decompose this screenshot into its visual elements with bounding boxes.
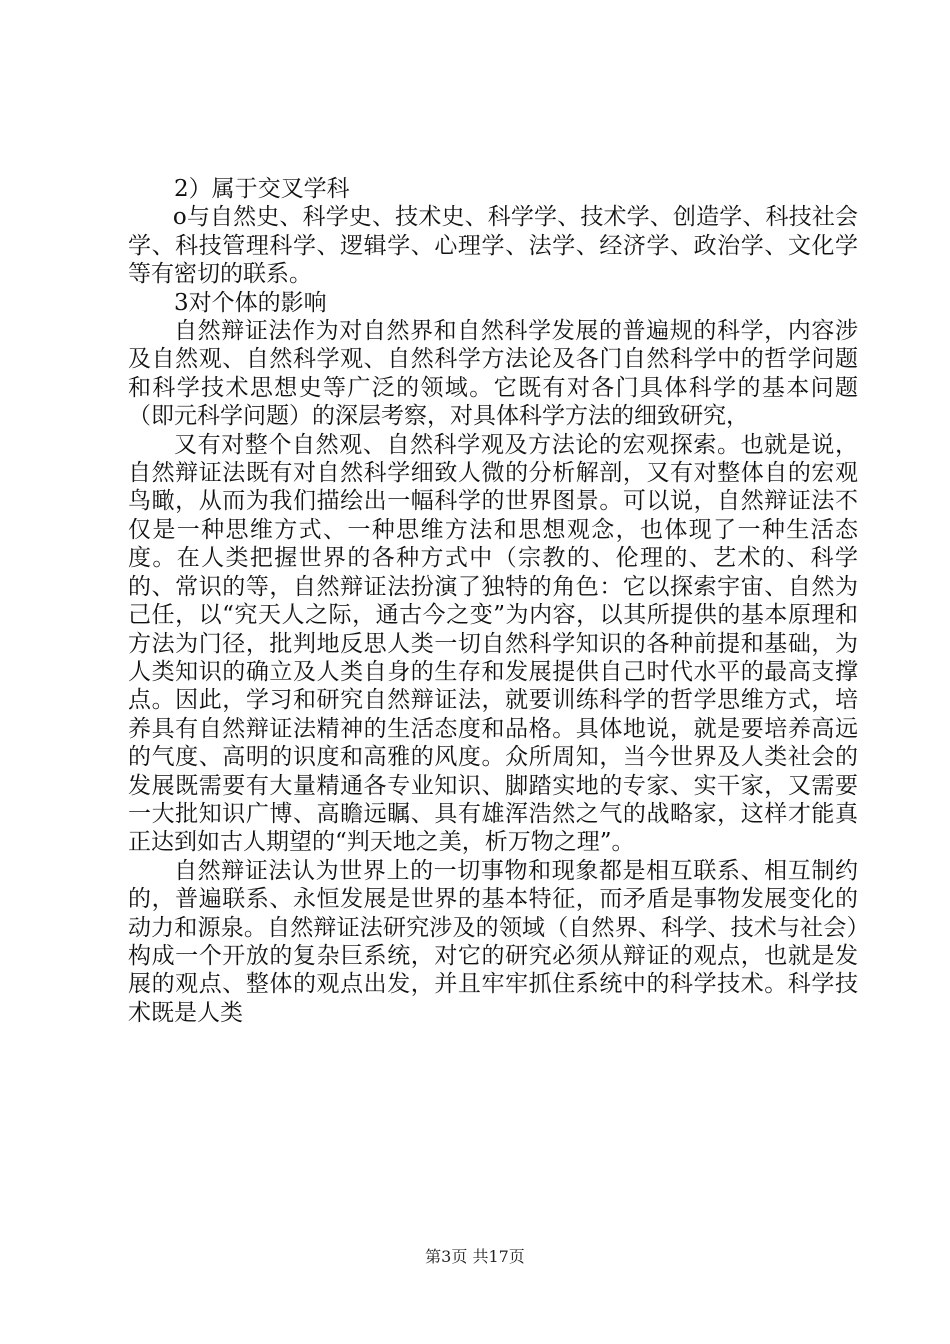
paragraph-dialectics-connection: 自然辩证法认为世界上的一切事物和现象都是相互联系、相互制约的，普遍联系、永恒发展是世界的基本特征，而矛盾是事物发展变化的动力和源泉。自然辩证法研究涉及的领域（自然界、科学、技术与社会）构成一个开放的复杂巨系统，对它的研究必须从辩证的观点，也就是发展的观点、整体的观点出发，并且牢牢抓住系统中的科学技术。科学技术既是人类 <box>128 857 858 1026</box>
document-body <box>128 175 858 1027</box>
paragraph-dialectics-macro: 又有对整个自然观、自然科学观及方法论的宏观探索。也就是说，自然辩证法既有对自然科学细致人微的分析解剖，又有对整体自的宏观鸟瞰，从而为我们描绘出一幅科学的世界图景。可以说，自然辩证法不仅是一种思维方式、一种思维方法和思想观念，也体现了一种生活态度。在人类把握世界的各种方式中（宗教的、伦理的、艺术的、科学的、常识的等，自然辩证法扮演了独特的角色：它以探索宇宙、自然为己任，以“究天人之际，通古今之变”为内容，以其所提供的基本原理和方法为门径，批判地反思人类一切自然科学知识的各种前提和基础，为人类知识的确立及人类自身的生存和发展提供自己时代水平的最高支撑点。因此，学习和研究自然辩证法，就要训练科学的哲学思维方式，培养具有自然辩证法精神的生活态度和品格。具体地说，就是要培养高远的气度、高明的识度和高雅的风度。众所周知，当今世界及人类社会的发展既需要有大量精通各专业知识、脚踏实地的专家、实干家，又需要一大批知识广博、高瞻远瞩、具有雄浑浩然之气的战略家，这样才能真正达到如古人期望的“判天地之美，析万物之理”。 <box>128 431 858 856</box>
paragraph-heading-individual-impact: 3对个体的影响 <box>174 289 327 316</box>
page-number-label: 第3页 共17页 <box>425 1247 525 1266</box>
paragraph-heading-interdisciplinary: 2）属于交叉学科 <box>174 176 350 202</box>
page-footer <box>0 1244 950 1267</box>
paragraph-related-disciplines: o与自然史、科学史、技术史、科学学、技术学、创造学、科技社会学、科技管理科学、逻辑学、心理学、法学、经济学、政治学、文化学等有密切的联系。 <box>128 204 858 288</box>
paragraph-dialectics-scope: 自然辩证法作为对自然界和自然科学发展的普遍规的科学，内容涉及自然观、自然科学观、自然科学方法论及各门自然科学中的哲学问题和科学技术思想史等广泛的领域。它既有对各门具体科学的基本问题（即元科学问题）的深层考察，对具体科学方法的细致研究， <box>128 318 858 430</box>
